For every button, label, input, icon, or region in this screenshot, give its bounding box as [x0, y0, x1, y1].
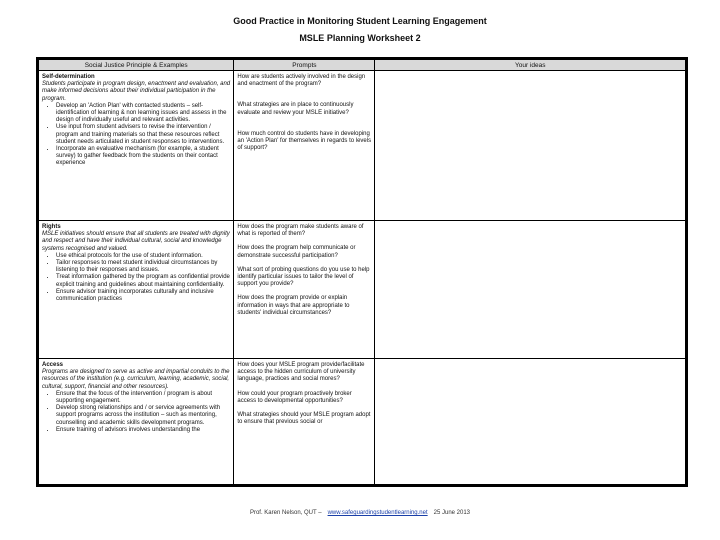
example-item: • Use ethical protocols for the use of student information.	[56, 253, 230, 260]
principle-title: Access	[42, 362, 64, 368]
your-ideas-cell[interactable]	[375, 221, 686, 359]
footer-date: 25 June 2013	[433, 510, 471, 516]
principle-intro: MSLE initiatives should ensure that all students are treated with dignity and respect and have their individual cultural, social and knowledge systems recognised and valued.	[42, 231, 230, 252]
table-row	[39, 221, 686, 359]
prompts-cell	[234, 221, 375, 359]
document-subtitle: MSLE Planning Worksheet 2	[299, 33, 421, 43]
footer-website-link[interactable]: www.safeguardingstudentlearning.net	[327, 510, 428, 516]
document-title: Good Practice in Monitoring Student Learning Engagement	[233, 16, 487, 26]
your-ideas-cell[interactable]	[375, 359, 686, 485]
prompts-cell	[234, 71, 375, 221]
example-item: • Tailor responses to meet student individual circumstances by listening to their responses and issues.	[56, 260, 230, 274]
example-item: • Ensure training of advisors involves understanding the	[56, 427, 230, 434]
principle-intro: Students participate in program design, enactment and evaluation, and make informed decisions about their individual participation in the program.	[42, 81, 231, 102]
prompt-text: How does the program provide or explain information in ways that are appropriate to students' individual circumstances?	[237, 295, 350, 316]
example-item: • Use input from student advisers to revise the intervention / program and training materials so that these resources reflect student needs articulated in student responses to interventions.	[56, 124, 230, 146]
principle-intro: Programs are designed to serve as active and impartial conduits to the resources of the institution (e.g. curriculum, learning, academic, social, cultural, support, financial and other resources).	[42, 369, 230, 390]
prompt-text: What sort of probing questions do you use to help identify particular issues to tailor the level of support you provide?	[237, 266, 370, 288]
header-prompts: Prompts	[234, 60, 375, 71]
principle-cell	[39, 71, 234, 221]
table-header-row	[39, 60, 686, 71]
prompt-text: What strategies should your MSLE program adopt to ensure that previous social or	[237, 412, 371, 426]
prompt-text: How could your program proactively broker access to developmental opportunities?	[237, 390, 352, 404]
example-list	[42, 391, 230, 434]
footer-author: Prof. Karen Nelson, QUT –	[249, 510, 322, 516]
prompt-text: How does the program help communicate or demonstrate successful participation?	[237, 245, 356, 259]
example-list	[42, 253, 230, 303]
header-principle: Social Justice Principle & Examples	[39, 60, 234, 71]
table-row	[39, 359, 686, 485]
example-list	[42, 103, 230, 168]
example-item: • Treat information gathered by the program as confidential provide explicit training and guidelines about maintaining confidentiality.	[56, 274, 230, 288]
prompt-text: How much control do students have in developing an 'Action Plan' for themselves in regards to levels of support?	[237, 130, 372, 152]
table-row	[39, 71, 686, 221]
example-item: • Ensure advisor training incorporates culturally and inclusive communication practices	[56, 289, 230, 303]
example-item: • Ensure that the focus of the intervention / program is about supporting engagement.	[56, 391, 230, 405]
principle-title: Self-determination	[42, 74, 95, 80]
example-item: • Develop strong relationships and / or service agreements with support programs across the institution – such as mentoring, counselling and academic skills development programs.	[56, 405, 230, 427]
prompts-cell	[234, 359, 375, 485]
planning-table	[36, 57, 688, 487]
principle-title: Rights	[42, 224, 61, 230]
prompt-text: How does your MSLE program provide/facilitate access to the hidden curriculum of university language, practices and social mores?	[237, 362, 365, 383]
example-item: • Develop an 'Action Plan' with contacted students – self-identification of learning & non learning issues and assess in the design of individually useful and relevant activities.	[56, 103, 230, 125]
prompt-text: How are students actively involved in the design and enactment of the program?	[237, 74, 366, 88]
your-ideas-cell[interactable]	[375, 71, 686, 221]
header-your-ideas: Your ideas	[375, 60, 686, 71]
principle-cell	[39, 221, 234, 359]
example-item: • Incorporate an evaluative mechanism (for example, a student survey) to gather feedback from the students on their contact experience	[56, 146, 230, 168]
principle-cell	[39, 359, 234, 485]
page-footer	[0, 510, 720, 516]
prompt-text: How does the program make students aware of what is reported of them?	[237, 224, 364, 238]
prompt-text: What strategies are in place to continuously evaluate and review your MSLE initiative?	[237, 102, 354, 116]
